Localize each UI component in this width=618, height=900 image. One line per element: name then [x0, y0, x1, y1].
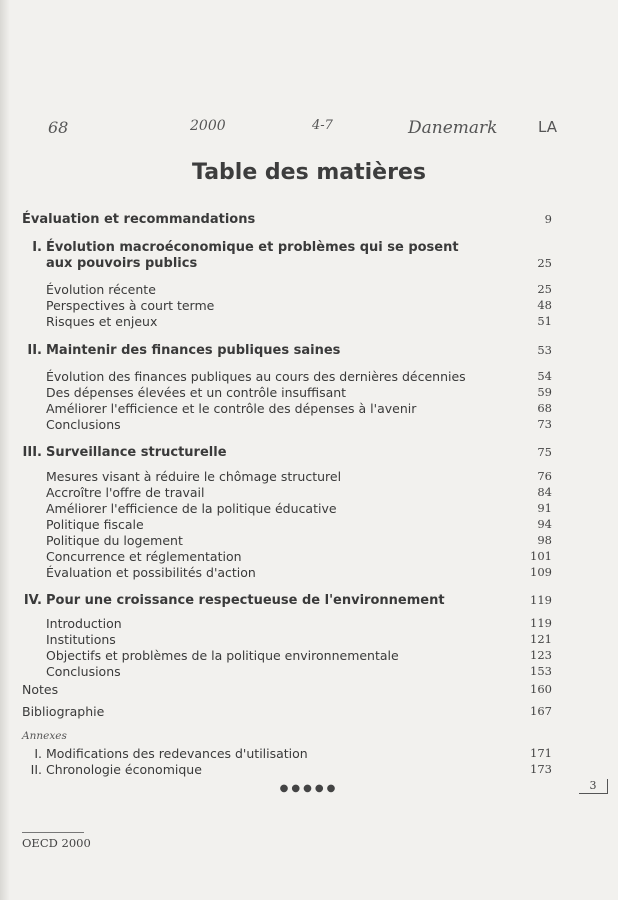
handwritten-note-2: 2000: [190, 118, 226, 134]
toc-entry-label: Surveillance structurelle: [46, 445, 227, 460]
toc-entry-number: I.: [32, 240, 42, 255]
toc-entry-page: 76: [537, 469, 552, 483]
toc-entry: [22, 682, 552, 700]
toc-entry-page: 171: [530, 746, 552, 760]
toc-entry-label: Bibliographie: [22, 704, 105, 719]
toc-entry-label: Chronologie économique: [46, 762, 202, 777]
toc-entry: [22, 445, 552, 463]
toc-entry-number: I.: [34, 746, 42, 761]
toc-entry-page: 51: [537, 314, 552, 328]
page-title: Table des matières: [192, 160, 426, 185]
toc-entry: [22, 256, 552, 274]
toc-entry-label: Annexes: [22, 730, 67, 742]
toc-entry-page: 48: [537, 298, 552, 312]
toc-entry-label: Conclusions: [46, 417, 121, 432]
toc-entry-page: 98: [537, 533, 552, 547]
toc-entry-label: Concurrence et réglementation: [46, 549, 242, 564]
toc-entry-label: Objectifs et problèmes de la politique environnementale: [46, 648, 399, 663]
toc-entry-label: Des dépenses élevées et un contrôle insuffisant: [46, 385, 347, 400]
toc-entry-page: 173: [530, 762, 552, 776]
toc-entry-label: Mesures visant à réduire le chômage structurel: [46, 469, 342, 484]
toc-entry-label: Maintenir des finances publiques saines: [46, 343, 341, 358]
footer-text: OECD 2000: [22, 836, 91, 850]
toc-entry-label: Politique fiscale: [46, 517, 144, 532]
toc-entry-page: 109: [530, 565, 552, 579]
toc-entry: [22, 593, 552, 611]
toc-entry-label: Risques et enjeux: [46, 314, 158, 329]
toc-entry-label: Politique du logement: [46, 533, 183, 548]
toc-entry-label: Modifications des redevances d'utilisation: [46, 746, 308, 761]
page-number: 3: [579, 779, 608, 794]
toc-entry-page: 119: [530, 593, 552, 607]
toc-entry: [22, 212, 552, 230]
toc-entry: [22, 664, 552, 682]
toc-entry-page: 167: [530, 704, 552, 718]
toc-entry-label: Accroître l'offre de travail: [46, 485, 205, 500]
toc-entry: [22, 762, 552, 780]
toc-entry-page: 91: [537, 501, 552, 515]
toc-entry-page: 160: [530, 682, 552, 696]
toc-entry-label: Évolution macroéconomique et problèmes qui se posent: [46, 240, 459, 255]
toc-entry-label: Améliorer l'efficience et le contrôle des dépenses à l'avenir: [46, 401, 417, 416]
toc-entry-page: 101: [530, 549, 552, 563]
handwritten-note-1: 68: [48, 118, 69, 137]
toc-entry-number: III.: [22, 445, 42, 460]
toc-entry-page: 53: [537, 343, 552, 357]
toc-entry-label: aux pouvoirs publics: [46, 256, 198, 271]
toc-entry: [22, 704, 552, 722]
toc-entry-page: 73: [537, 417, 552, 431]
toc-entry-label: Conclusions: [46, 664, 121, 679]
toc-entry-page: 119: [530, 616, 552, 630]
toc-entry-page: 9: [544, 212, 552, 226]
toc-entry-page: 68: [537, 401, 552, 415]
toc-entry-label: Évaluation et possibilités d'action: [46, 565, 256, 580]
page-edge-shadow: [0, 0, 10, 900]
toc-entry-page: 54: [537, 369, 552, 383]
toc-entry-label: Introduction: [46, 616, 122, 631]
toc-entry-page: 153: [530, 664, 552, 678]
toc-entry-label: Améliorer l'efficience de la politique éducative: [46, 501, 337, 516]
toc-entry-label: Pour une croissance respectueuse de l'environnement: [46, 593, 445, 608]
toc-entry-label: Évaluation et recommandations: [22, 212, 256, 227]
toc-entry-page: 123: [530, 648, 552, 662]
toc-entry: [22, 343, 552, 361]
toc-entry: [22, 417, 552, 435]
toc-entry-page: 75: [537, 445, 552, 459]
separator-dots: ●●●●●: [279, 783, 339, 794]
toc-entry-number: II.: [30, 762, 42, 777]
toc-entry-label: Notes: [22, 682, 59, 697]
handwritten-note-3: 4-7: [312, 118, 333, 133]
toc-entry: [22, 314, 552, 332]
toc-entry-number: II.: [27, 343, 42, 358]
toc-entry-page: 94: [537, 517, 552, 531]
toc-entry-page: 59: [537, 385, 552, 399]
toc-entry-page: 84: [537, 485, 552, 499]
toc-entry-label: Perspectives à court terme: [46, 298, 215, 313]
toc-entry-label: Évolution des finances publiques au cours des dernières décennies: [46, 369, 466, 384]
toc-entry: [22, 565, 552, 583]
toc-entry-label: Évolution récente: [46, 282, 156, 297]
handwritten-note-4: Danemark: [408, 118, 498, 138]
toc-entry-page: 25: [537, 256, 552, 270]
toc-entry-page: 25: [537, 282, 552, 296]
toc-entry-page: 121: [530, 632, 552, 646]
toc-entry-label: Institutions: [46, 632, 116, 647]
handwritten-note-5: LA: [538, 118, 557, 136]
footer-rule: [22, 832, 84, 833]
toc-entry-number: IV.: [23, 593, 42, 608]
